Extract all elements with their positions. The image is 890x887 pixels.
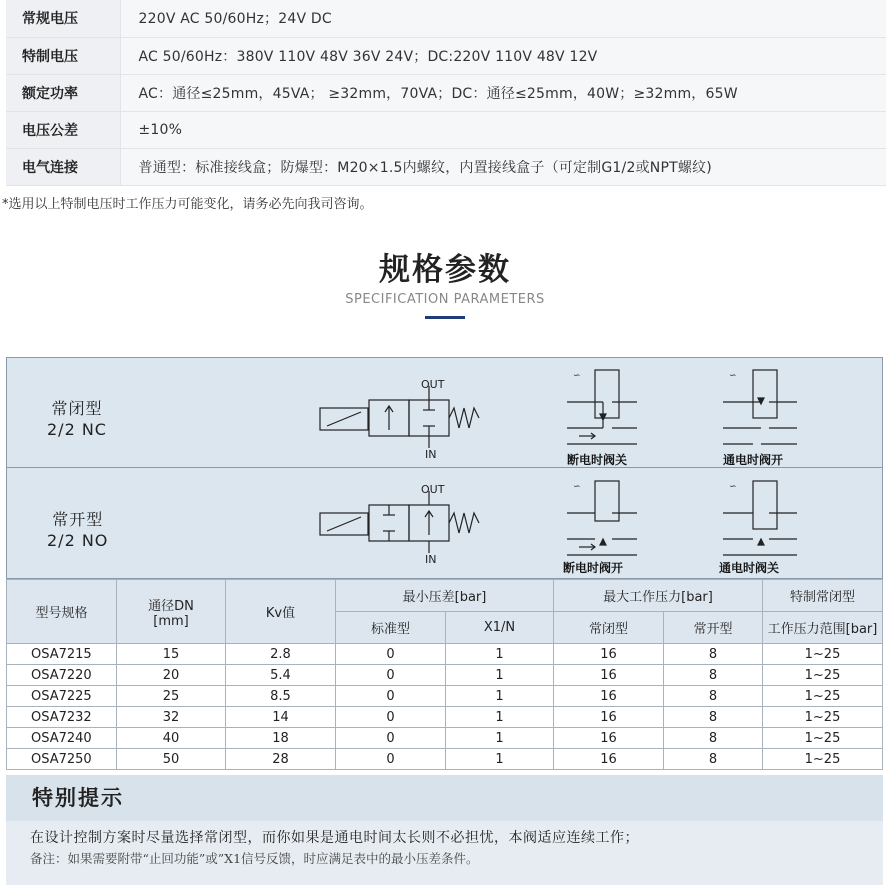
th-dn-label: 通径DN [148,598,194,614]
cell-kv: 8.5 [226,686,336,707]
cell-no: 8 [664,686,763,707]
spec-key: 常规电压 [6,0,120,37]
cell-model: OSA7220 [7,665,117,686]
th-range: 工作压力范围[bar] [763,612,883,644]
no-caption-on: 通电时阀关 [719,561,780,575]
svg-text:∽: ∽ [573,482,581,492]
th-kv: Kv值 [226,580,336,644]
nc-out-text: OUT [421,378,445,391]
electrical-spec-table [6,0,886,186]
no-in-text: IN [425,553,437,566]
cell-std: 0 [336,644,446,665]
section-underline [425,316,465,319]
svg-text:∽: ∽ [729,482,737,492]
cell-range: 1~25 [763,644,883,665]
table-row [7,644,883,665]
nc-caption-off: 断电时阀关 [567,453,628,467]
th-min-dp: 最小压差[bar] [336,580,554,612]
spec-value: 普通型：标准接线盒；防爆型：M20×1.5内螺纹，内置接线盒子（可定制G1/2或NPT螺纹) [120,148,886,185]
cell-dn: 32 [117,707,226,728]
cell-model: OSA7232 [7,707,117,728]
nc-label-cn: 常闭型 [51,399,103,418]
svg-text:∽: ∽ [573,371,581,381]
no-out-text: OUT [421,483,445,496]
special-tips-panel [6,775,883,885]
tips-line-2: 备注：如果需要附带“止回功能”或”X1信号反馈，时应满足表中的最小压差条件。 [30,851,479,866]
table-row [7,665,883,686]
cell-no: 8 [664,665,763,686]
cell-no: 8 [664,728,763,749]
cell-x1n: 1 [446,749,554,770]
no-diagram-row [7,469,882,579]
spec-row [6,74,886,111]
spec-row [6,111,886,148]
tips-title: 特别提示 [6,775,883,821]
cell-no: 8 [664,707,763,728]
cell-dn: 15 [117,644,226,665]
cell-dn: 40 [117,728,226,749]
special-voltage-note: *选用以上特制电压时工作压力可能变化，请务必先向我司咨询。 [2,197,373,212]
th-dn-unit: [mm] [153,613,189,629]
th-nc: 常闭型 [554,612,664,644]
no-label-code: 2/2 NO [47,531,109,550]
th-model: 型号规格 [7,580,117,644]
cell-nc: 16 [554,686,664,707]
cell-kv: 28 [226,749,336,770]
cell-dn: 50 [117,749,226,770]
cell-std: 0 [336,686,446,707]
tips-line-1: 在设计控制方案时尽量选择常闭型，而你如果是通电时间太长则不必担忧，本阀适应连续工作； [30,830,639,846]
cell-dn: 25 [117,686,226,707]
spec-row [6,0,886,37]
cell-no: 8 [664,749,763,770]
cell-x1n: 1 [446,707,554,728]
cell-x1n: 1 [446,728,554,749]
cell-nc: 16 [554,749,664,770]
cell-kv: 5.4 [226,665,336,686]
th-no: 常开型 [664,612,763,644]
cell-no: 8 [664,644,763,665]
cell-std: 0 [336,707,446,728]
cell-std: 0 [336,728,446,749]
spec-key: 额定功率 [6,74,120,111]
cell-dn: 20 [117,665,226,686]
spec-row [6,148,886,185]
cell-model: OSA7240 [7,728,117,749]
cell-nc: 16 [554,644,664,665]
cell-range: 1~25 [763,749,883,770]
cell-model: OSA7215 [7,644,117,665]
cell-x1n: 1 [446,686,554,707]
th-x1n: X1/N [446,612,554,644]
nc-in-text: IN [425,448,437,461]
cell-kv: 14 [226,707,336,728]
nc-diagram-row [7,358,882,468]
spec-value: AC：通径≤25mm，45VA； ≥32mm，70VA；DC：通径≤25mm，40W；≥32mm，65W [120,74,886,111]
th-special: 特制常闭型 [763,580,883,612]
spec-key: 电气连接 [6,148,120,185]
cell-nc: 16 [554,665,664,686]
cell-x1n: 1 [446,644,554,665]
no-caption-off: 断电时阀开 [563,561,624,575]
cell-range: 1~25 [763,686,883,707]
svg-text:∽: ∽ [729,371,737,381]
cell-nc: 16 [554,728,664,749]
cell-nc: 16 [554,707,664,728]
table-row [7,728,883,749]
table-row [7,749,883,770]
valve-diagram-panel [6,357,883,579]
section-title: 规格参数 [379,252,511,288]
th-std: 标准型 [336,612,446,644]
cell-range: 1~25 [763,665,883,686]
cell-std: 0 [336,749,446,770]
no-label-cn: 常开型 [52,510,104,529]
cell-range: 1~25 [763,728,883,749]
cell-std: 0 [336,665,446,686]
section-subtitle: SPECIFICATION PARAMETERS [345,292,545,307]
spec-row [6,37,886,74]
spec-key: 特制电压 [6,37,120,74]
model-spec-table [6,579,883,770]
nc-label-code: 2/2 NC [47,420,107,439]
spec-value: AC 50/60Hz：380V 110V 48V 36V 24V；DC:220V 110V 48V 12V [120,37,886,74]
cell-kv: 2.8 [226,644,336,665]
th-max-wp: 最大工作压力[bar] [554,580,763,612]
spec-key: 电压公差 [6,111,120,148]
table-row [7,707,883,728]
cell-range: 1~25 [763,707,883,728]
cell-x1n: 1 [446,665,554,686]
table-row [7,686,883,707]
spec-value: 220V AC 50/60Hz；24V DC [120,0,886,37]
cell-kv: 18 [226,728,336,749]
cell-model: OSA7225 [7,686,117,707]
cell-model: OSA7250 [7,749,117,770]
spec-value: ±10% [120,111,886,148]
nc-caption-on: 通电时阀开 [723,453,784,467]
th-dn [117,580,226,644]
